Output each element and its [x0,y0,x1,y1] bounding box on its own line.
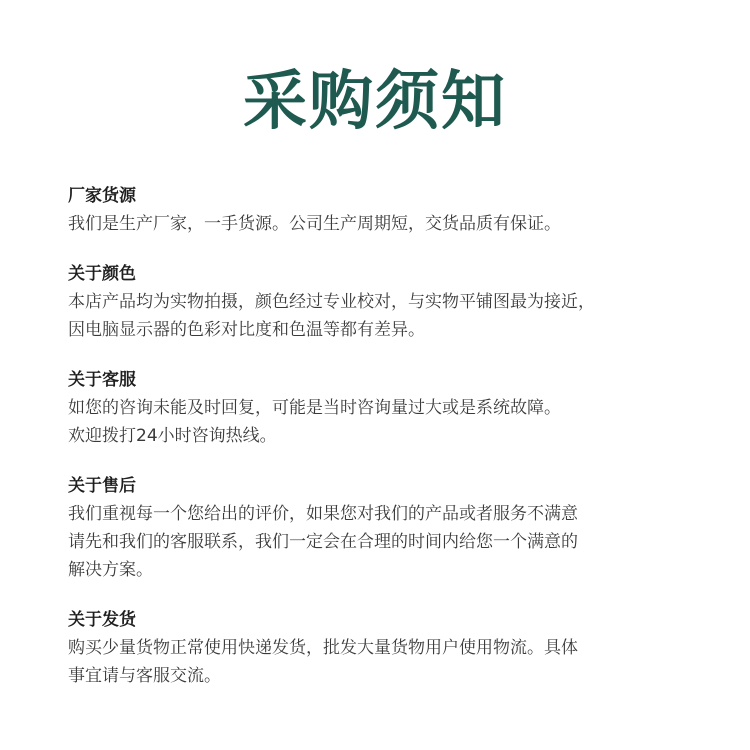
section-line: 请先和我们的客服联系，我们一定会在合理的时间内给您一个满意的 [68,532,578,552]
section-about-color [68,260,708,344]
section-heading: 关于售后 [68,476,136,496]
section-line: 购买少量货物正常使用快递发货，批发大量货物用户使用物流。具体 [68,638,578,658]
section-after-sales [68,472,708,584]
section-about-customer-service [68,366,708,450]
section-body [68,634,708,690]
section-line: 我们是生产厂家，一手货源。公司生产周期短，交货品质有保证。 [68,214,561,234]
section-line: 本店产品均为实物拍摄，颜色经过专业校对，与实物平铺图最为接近， [68,292,595,312]
section-body [68,210,708,238]
section-line: 欢迎拨打24小时咨询热线。 [68,426,277,446]
notice-sections [68,182,708,690]
section-line: 如您的咨询未能及时回复，可能是当时咨询量过大或是系统故障。 [68,398,561,418]
section-heading: 厂家货源 [68,186,136,206]
section-line: 因电脑显示器的色彩对比度和色温等都有差异。 [68,320,425,340]
section-body [68,500,708,584]
section-body [68,288,708,344]
section-body [68,394,708,450]
section-shipping [68,606,708,690]
section-heading: 关于客服 [68,370,136,390]
section-line: 解决方案。 [68,560,153,580]
page-title: 采购须知 [243,65,507,139]
section-line: 事宜请与客服交流。 [68,666,221,686]
section-factory-source [68,182,708,238]
section-line: 我们重视每一个您给出的评价，如果您对我们的产品或者服务不满意 [68,504,578,524]
section-heading: 关于发货 [68,610,136,630]
section-heading: 关于颜色 [68,264,136,284]
